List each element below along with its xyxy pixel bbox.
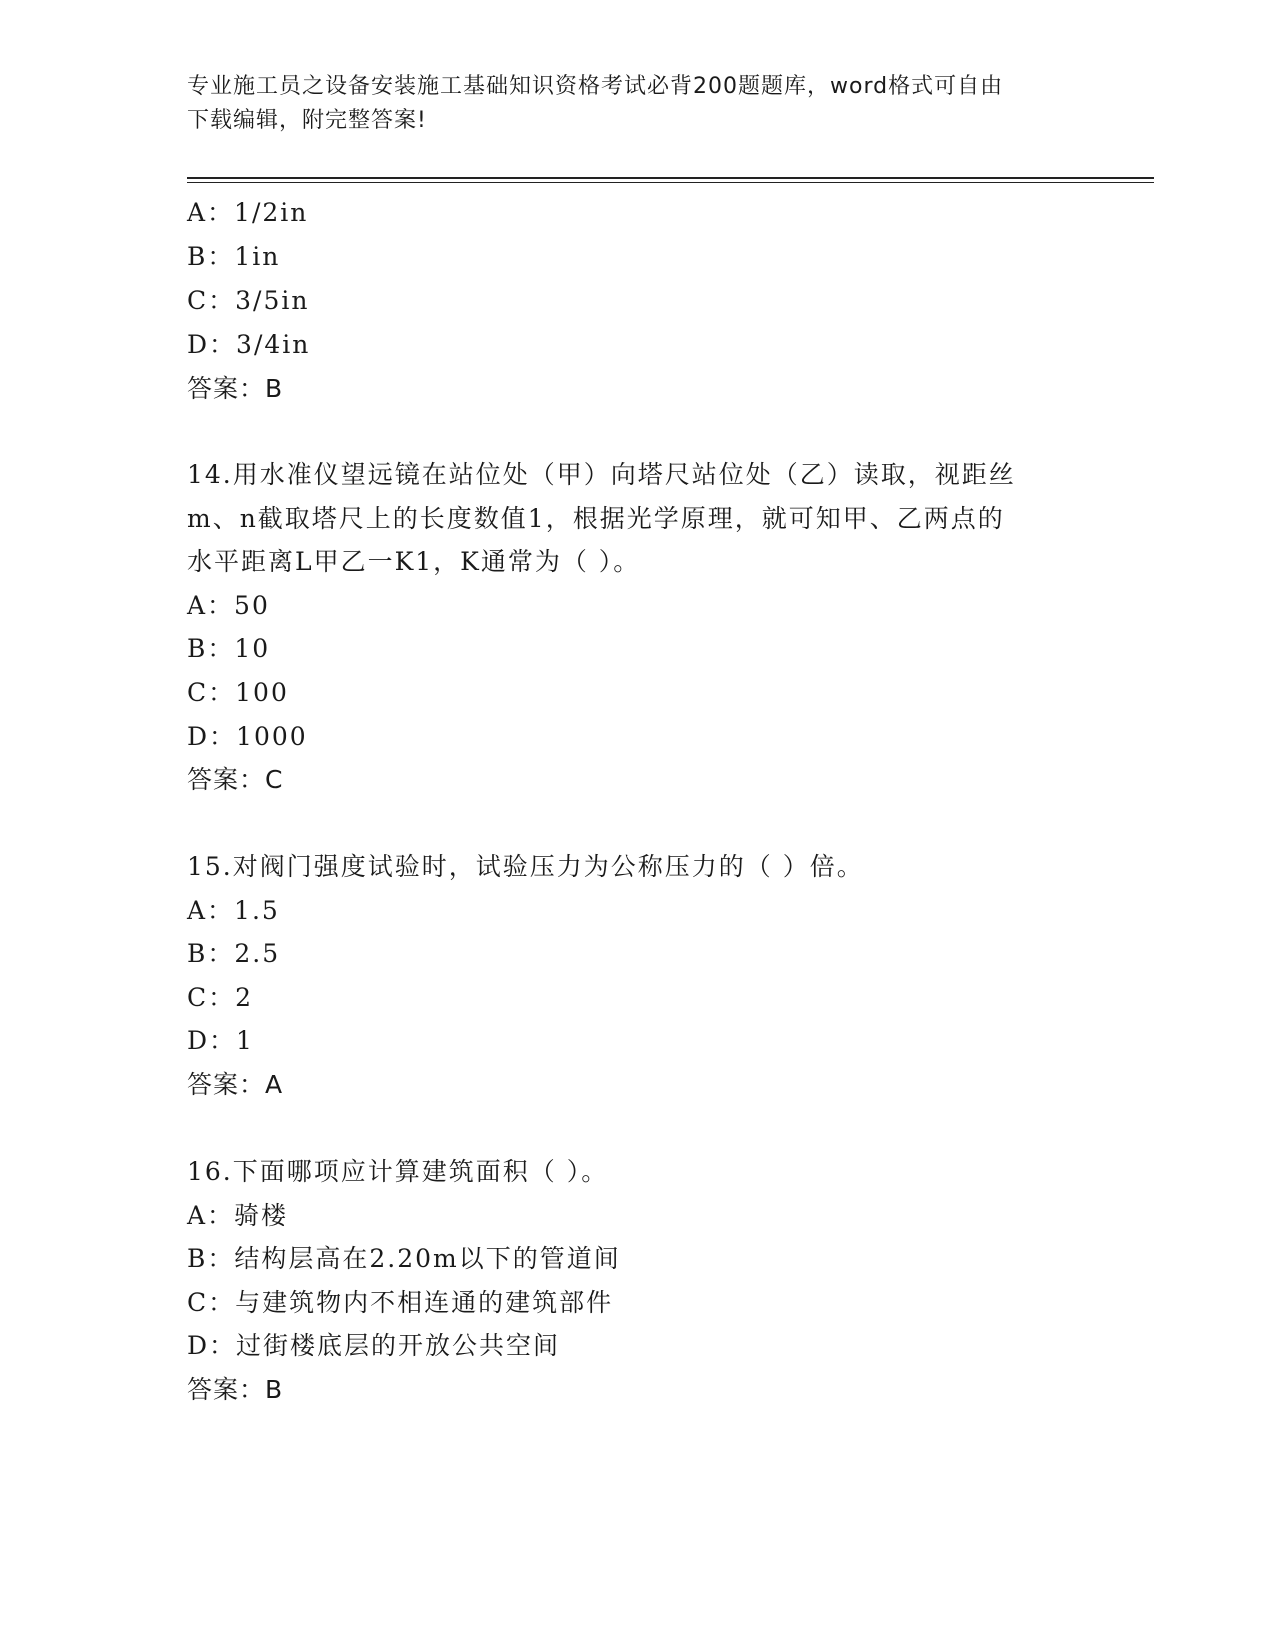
header-line-2: 下载编辑，附完整答案! <box>187 108 427 133</box>
q14-answer: 答案：C <box>187 765 284 794</box>
header-divider <box>187 177 1154 183</box>
q15-option-b: B：2.5 <box>187 939 281 968</box>
q14-option-c: C：100 <box>187 678 289 707</box>
q16-answer: 答案：B <box>187 1375 284 1404</box>
q15-stem: 15.对阀门强度试验时，试验压力为公称压力的（ ）倍。 <box>187 852 864 881</box>
q14-option-d: D：1000 <box>187 722 308 751</box>
q16-option-d: D：过街楼底层的开放公共空间 <box>187 1331 561 1360</box>
q15-option-a: A：1.5 <box>187 896 280 925</box>
q14-option-a: A：50 <box>187 591 270 620</box>
document-header <box>187 70 1067 138</box>
q13-option-a: A：1/2in <box>187 198 309 227</box>
q16-option-a: A：骑楼 <box>187 1201 289 1230</box>
header-line-1: 专业施工员之设备安装施工基础知识资格考试必背200题题库，word格式可自由 <box>187 74 1004 99</box>
q14-stem-line-3: 水平距离L甲乙一K1，K通常为（ ）。 <box>187 547 641 576</box>
q16-stem: 16.下面哪项应计算建筑面积（ ）。 <box>187 1157 609 1186</box>
q13-answer: 答案：B <box>187 374 284 403</box>
q15-option-c: C：2 <box>187 983 254 1012</box>
q14-stem-line-2: m、n截取塔尺上的长度数值1，根据光学原理，就可知甲、乙两点的 <box>187 504 1005 533</box>
q13-option-b: B：1in <box>187 242 281 271</box>
q16-option-c: C：与建筑物内不相连通的建筑部件 <box>187 1288 614 1317</box>
q13-option-d: D：3/4in <box>187 330 311 359</box>
q15-option-d: D：1 <box>187 1026 254 1055</box>
q13-option-c: C：3/5in <box>187 286 310 315</box>
q14-option-b: B：10 <box>187 634 271 663</box>
q16-option-b: B：结构层高在2.20m以下的管道间 <box>187 1244 621 1273</box>
q14-stem-line-1: 14.用水准仪望远镜在站位处（甲）向塔尺站位处（乙）读取，视距丝 <box>187 460 1016 489</box>
q15-answer: 答案：A <box>187 1070 284 1099</box>
